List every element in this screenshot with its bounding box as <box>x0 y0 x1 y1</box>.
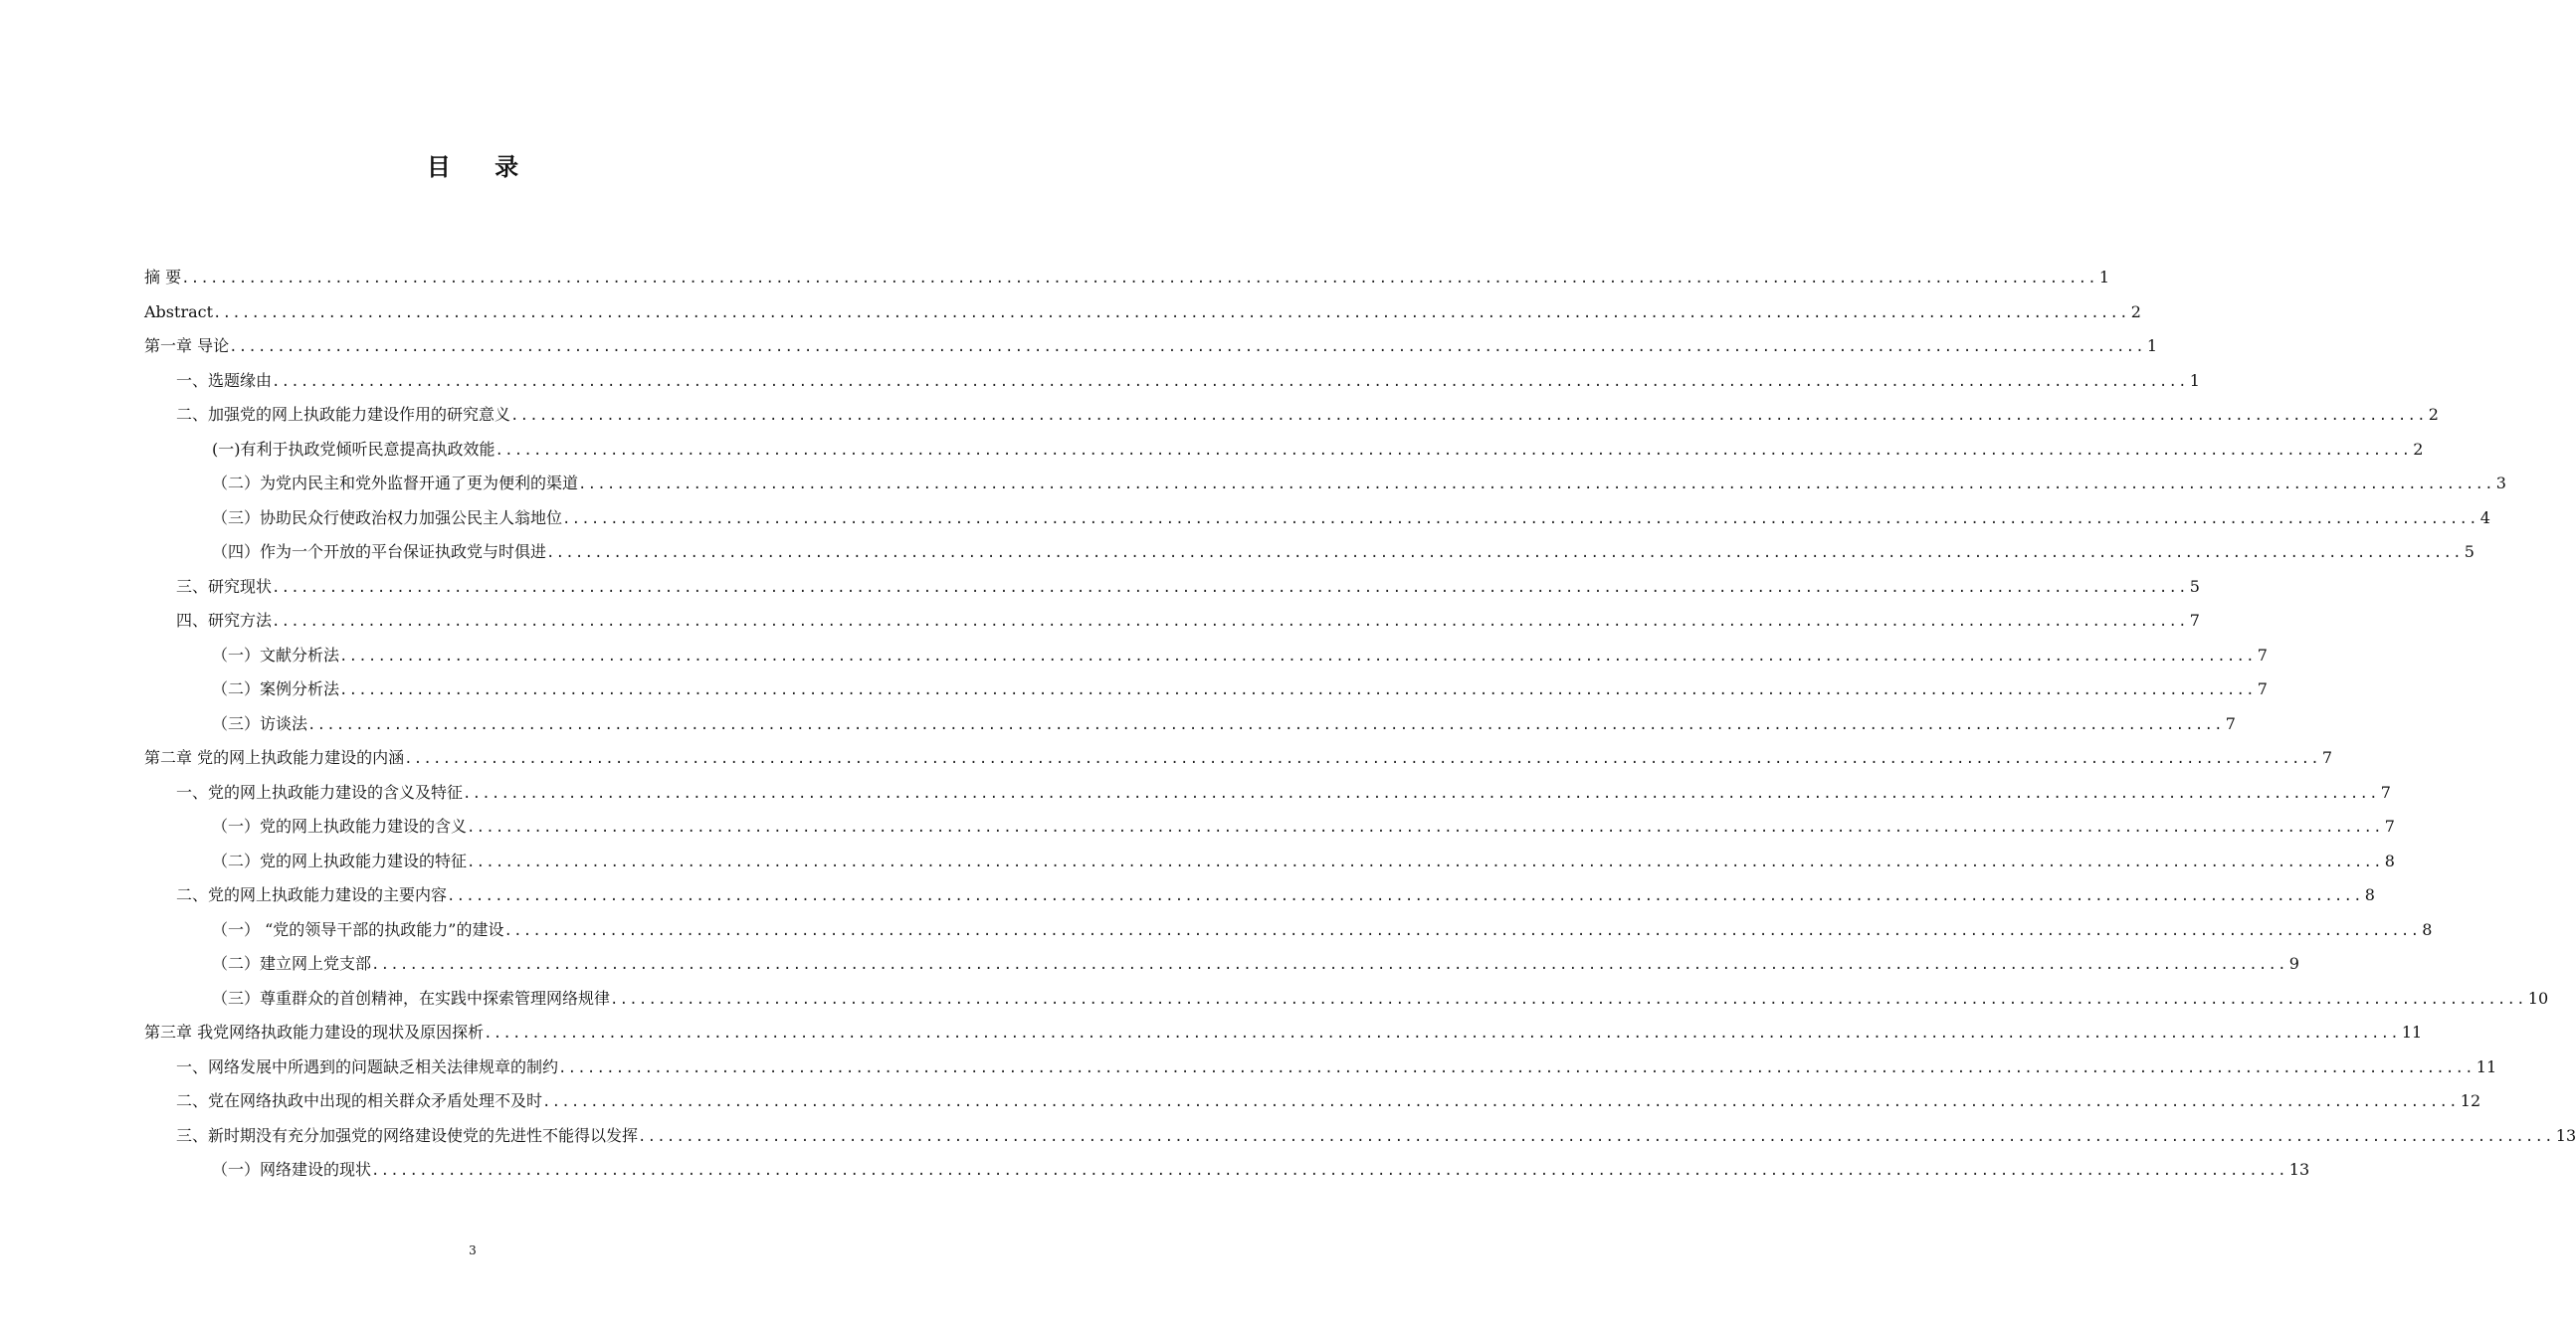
toc-entry[interactable] <box>144 604 2200 639</box>
toc-leader-dots: ........................................................................................................................................................................................................ <box>503 922 2421 939</box>
toc-entry-title: （三）尊重群众的首创精神，在实践中探索管理网络规律 <box>212 988 611 1008</box>
toc-entry[interactable] <box>144 535 2475 570</box>
toc-leader-dots: ........................................................................................................................................................................................................ <box>307 716 2224 733</box>
toc-entry[interactable] <box>144 433 2424 468</box>
toc-entry-title: (一)有利于执政党倾听民意提高执政效能 <box>212 439 495 459</box>
toc-entry-page: 8 <box>2384 851 2395 870</box>
toc-entry[interactable] <box>144 845 2395 879</box>
toc-entry[interactable] <box>144 398 2439 433</box>
toc-entry-page: 13 <box>2555 1125 2576 1145</box>
toc-entry-page: 4 <box>2479 507 2490 527</box>
toc-entry-title: 二、加强党的网上执政能力建设作用的研究意义 <box>176 405 511 424</box>
toc-entry-page: 7 <box>2189 611 2200 630</box>
toc-entry-title: 一、党的网上执政能力建设的含义及特征 <box>176 782 464 802</box>
toc-entry-title: （一）党的网上执政能力建设的含义 <box>212 817 468 836</box>
toc-entry-page: 5 <box>2189 576 2200 596</box>
toc-entry-page: 7 <box>2257 645 2268 665</box>
toc-entry-page: 11 <box>2401 1023 2423 1042</box>
toc-entry-page: 2 <box>2130 301 2141 321</box>
toc-entry-title: 二、党的网上执政能力建设的主要内容 <box>176 885 448 904</box>
toc-leader-dots: ........................................................................................................................................................................................................ <box>371 1163 2287 1179</box>
toc-entry-title: （二）案例分析法 <box>212 679 340 698</box>
toc-entry-title: 第二章 党的网上执政能力建设的内涵 <box>144 748 405 767</box>
toc-leader-dots: ........................................................................................................................................................................................................ <box>371 957 2287 973</box>
page-number: 3 <box>469 1243 477 1257</box>
toc-entry[interactable] <box>144 295 2141 330</box>
toc-entry[interactable] <box>144 364 2200 399</box>
table-of-contents <box>144 261 2576 1188</box>
toc-leader-dots: ........................................................................................................................................................................................................ <box>558 1059 2475 1076</box>
toc-leader-dots: ........................................................................................................................................................................................................ <box>638 1128 2554 1145</box>
toc-entry[interactable] <box>144 776 2391 811</box>
toc-leader-dots: ........................................................................................................................................................................................................ <box>404 751 2320 767</box>
toc-entry-page: 13 <box>2288 1160 2310 1179</box>
toc-leader-dots: ........................................................................................................................................................................................................ <box>272 579 2188 596</box>
toc-entry-title: （二）建立网上党支部 <box>212 954 372 973</box>
toc-entry-title: （二）党的网上执政能力建设的特征 <box>212 851 468 870</box>
toc-entry-page: 7 <box>2225 713 2236 733</box>
toc-entry[interactable] <box>144 1050 2497 1085</box>
toc-entry[interactable] <box>144 878 2375 913</box>
page-title: 目 录 <box>426 153 537 181</box>
toc-entry-title: （一）文献分析法 <box>212 645 340 665</box>
toc-leader-dots: ........................................................................................................................................................................................................ <box>213 304 2129 321</box>
toc-leader-dots: ........................................................................................................................................................................................................ <box>463 785 2379 802</box>
toc-entry-title: 一、网络发展中所遇到的问题缺乏相关法律规章的制约 <box>176 1056 559 1076</box>
toc-entry-title: （四）作为一个开放的平台保证执政党与时俱进 <box>212 542 547 561</box>
toc-leader-dots: ........................................................................................................................................................................................................ <box>272 614 2188 630</box>
toc-leader-dots: ........................................................................................................................................................................................................ <box>542 1094 2459 1110</box>
toc-entry-page: 10 <box>2527 988 2549 1008</box>
toc-leader-dots: ........................................................................................................................................................................................................ <box>181 271 2097 286</box>
toc-entry-page: 7 <box>2380 782 2391 802</box>
toc-entry-title: 一、选题缘由 <box>176 370 273 390</box>
toc-entry-page: 7 <box>2257 679 2268 698</box>
toc-leader-dots: ........................................................................................................................................................................................................ <box>484 1026 2400 1042</box>
toc-entry-page: 8 <box>2422 919 2433 939</box>
toc-entry[interactable] <box>144 639 2268 673</box>
toc-entry-page: 1 <box>2146 336 2158 355</box>
toc-entry-page: 8 <box>2364 885 2375 904</box>
toc-entry-title: Abstract <box>144 301 214 321</box>
toc-leader-dots: ........................................................................................................................................................................................................ <box>339 682 2256 698</box>
toc-entry[interactable] <box>144 707 2236 742</box>
toc-entry-page: 2 <box>2413 439 2424 459</box>
toc-entry[interactable] <box>144 1084 2481 1119</box>
toc-entry-title: 四、研究方法 <box>176 611 273 630</box>
toc-leader-dots: ........................................................................................................................................................................................................ <box>510 408 2427 424</box>
toc-entry-title: 三、研究现状 <box>176 576 273 596</box>
toc-entry-page: 5 <box>2464 542 2475 561</box>
toc-entry[interactable] <box>144 947 2299 982</box>
toc-entry[interactable] <box>144 1153 2310 1188</box>
toc-leader-dots: ........................................................................................................................................................................................................ <box>610 991 2526 1008</box>
toc-entry[interactable] <box>144 261 2110 295</box>
toc-leader-dots: ........................................................................................................................................................................................................ <box>272 373 2188 390</box>
toc-leader-dots: ........................................................................................................................................................................................................ <box>495 442 2412 459</box>
toc-entry-title: （一） “党的领导干部的执政能力”的建设 <box>212 919 504 939</box>
toc-entry-page: 2 <box>2428 405 2439 424</box>
toc-entry[interactable] <box>144 741 2333 776</box>
toc-entry[interactable] <box>144 1016 2423 1050</box>
toc-entry-page: 1 <box>2098 268 2110 286</box>
toc-entry-page: 1 <box>2189 370 2200 390</box>
toc-entry[interactable] <box>144 570 2200 605</box>
toc-entry-page: 11 <box>2476 1056 2497 1076</box>
toc-entry[interactable] <box>144 467 2506 501</box>
toc-entry-title: （三）协助民众行使政治权力加强公民主人翁地位 <box>212 507 563 527</box>
toc-entry[interactable] <box>144 329 2158 364</box>
toc-leader-dots: ........................................................................................................................................................................................................ <box>339 648 2256 665</box>
toc-leader-dots: ........................................................................................................................................................................................................ <box>467 820 2383 836</box>
toc-entry-title: 摘 要 <box>144 268 182 286</box>
toc-entry-page: 3 <box>2495 474 2506 492</box>
toc-entry-title: （一）网络建设的现状 <box>212 1160 372 1179</box>
toc-entry-page: 12 <box>2460 1091 2481 1110</box>
toc-leader-dots: ........................................................................................................................................................................................................ <box>447 888 2363 904</box>
toc-entry-title: 三、新时期没有充分加强党的网络建设使党的先进性不能得以发挥 <box>176 1125 639 1145</box>
toc-entry-title: （三）访谈法 <box>212 713 308 733</box>
toc-entry-title: （二）为党内民主和党外监督开通了更为便利的渠道 <box>212 474 579 492</box>
toc-entry[interactable] <box>144 913 2433 948</box>
toc-entry-title: 第三章 我党网络执政能力建设的现状及原因探析 <box>144 1023 485 1042</box>
toc-leader-dots: ........................................................................................................................................................................................................ <box>562 510 2478 527</box>
toc-entry[interactable] <box>144 982 2549 1017</box>
toc-entry[interactable] <box>144 501 2490 536</box>
toc-entry-page: 7 <box>2321 748 2333 767</box>
toc-entry[interactable] <box>144 810 2395 845</box>
toc-leader-dots: ........................................................................................................................................................................................................ <box>546 545 2463 561</box>
toc-entry-page: 7 <box>2384 817 2395 836</box>
toc-entry[interactable] <box>144 672 2268 707</box>
toc-entry-title: 第一章 导论 <box>144 336 230 355</box>
toc-leader-dots: ........................................................................................................................................................................................................ <box>229 339 2145 355</box>
toc-entry-page: 9 <box>2288 954 2299 973</box>
toc-leader-dots: ........................................................................................................................................................................................................ <box>467 854 2383 870</box>
toc-entry-title: 二、党在网络执政中出现的相关群众矛盾处理不及时 <box>176 1091 543 1110</box>
toc-leader-dots: ........................................................................................................................................................................................................ <box>578 477 2494 492</box>
toc-entry[interactable] <box>144 1119 2576 1154</box>
